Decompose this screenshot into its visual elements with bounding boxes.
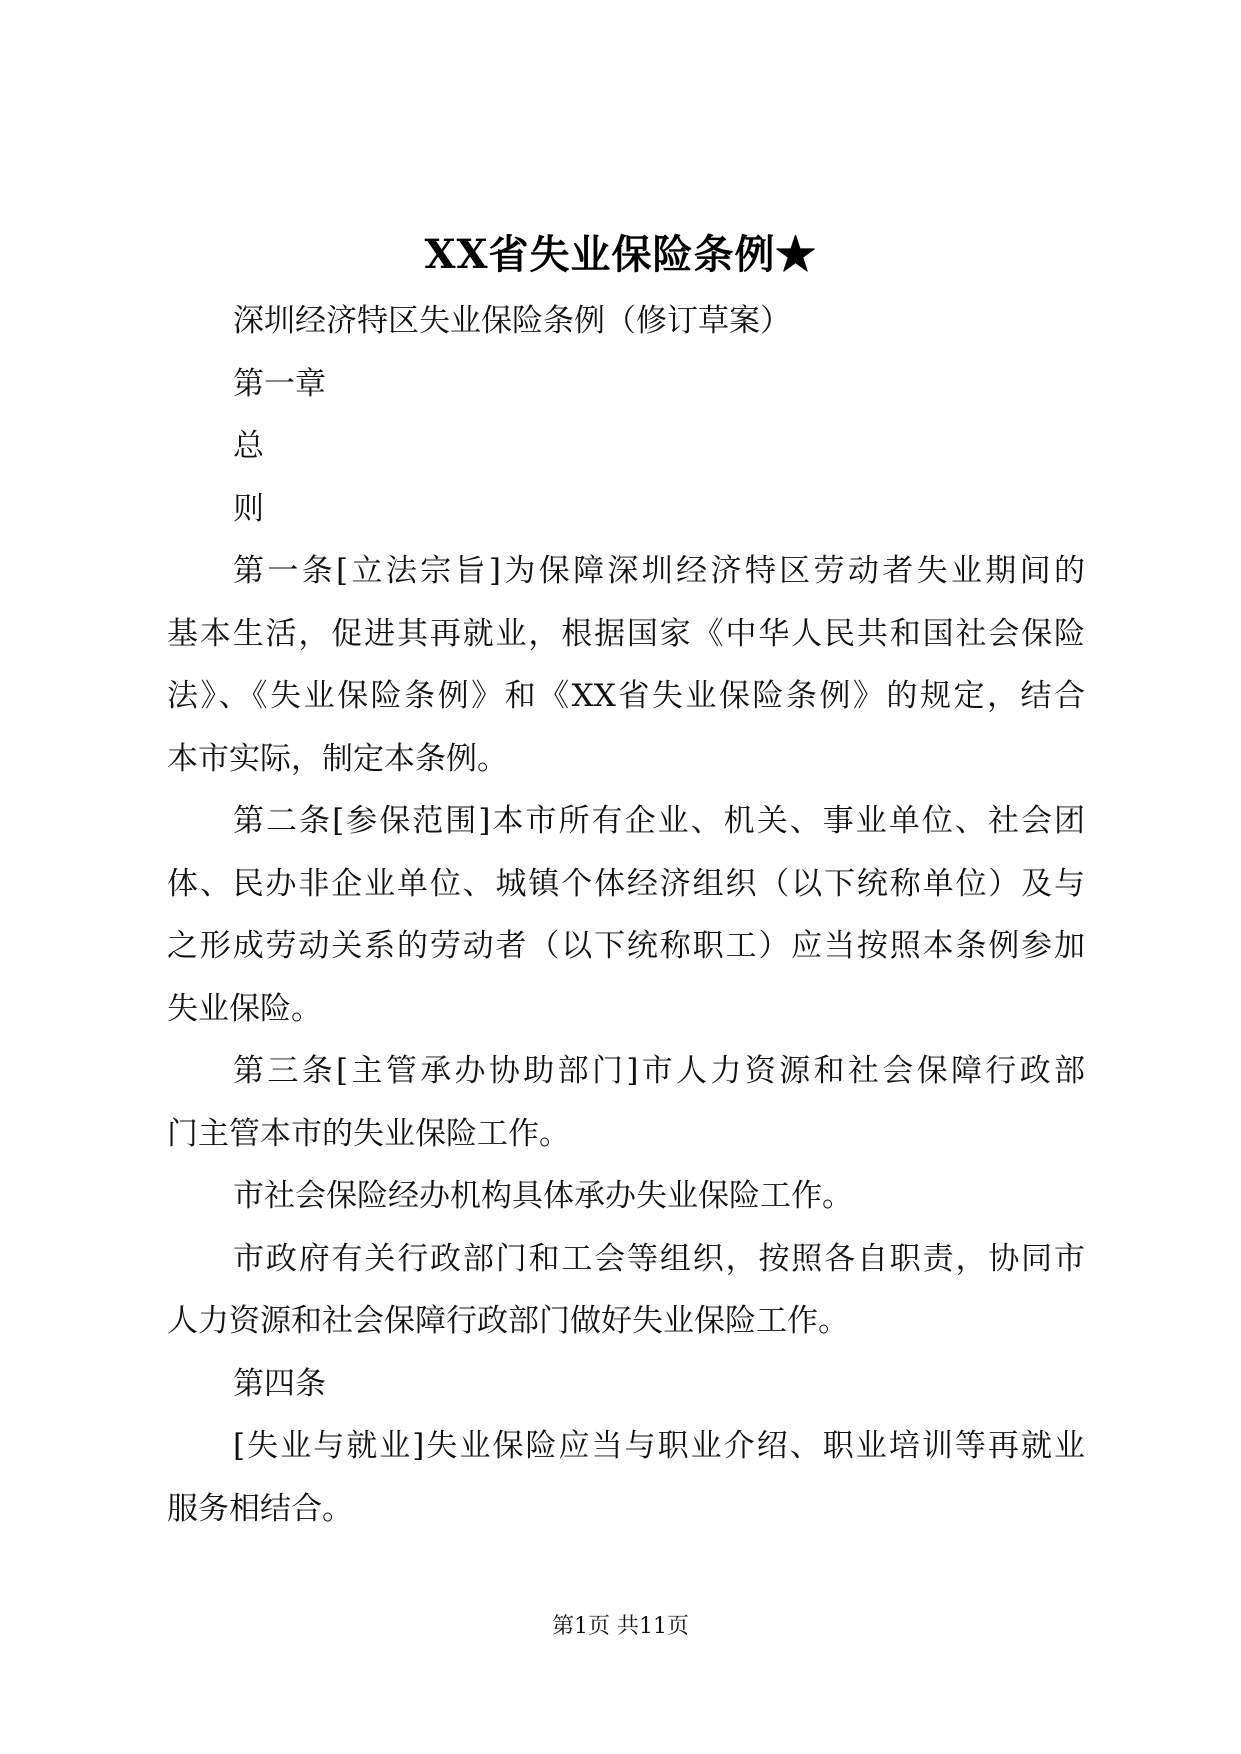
article-4-line: [失业与就业]失业保险应当与职业介绍、职业培训等再就业 xyxy=(233,1428,1085,1464)
article-3-paragraph-3-line: 市政府有关行政部门和工会等组织，按照各自职责，协同市 xyxy=(233,1240,1085,1277)
article-3-line: 第三条[主管承办协助部门]市人力资源和社会保障行政部 xyxy=(233,1053,1085,1089)
chapter-title-char-1: 总 xyxy=(233,428,264,464)
chapter-title-char-2: 则 xyxy=(233,490,264,527)
article-4-heading: 第四条 xyxy=(233,1365,326,1402)
page-footer: 第1页 共11页 xyxy=(552,1614,689,1639)
article-4-line: 服务相结合。 xyxy=(167,1490,353,1527)
subtitle: 深圳经济特区失业保险条例（修订草案） xyxy=(233,303,791,339)
article-2-line: 第二条[参保范围]本市所有企业、机关、事业单位、社会团 xyxy=(233,803,1085,839)
article-2-line: 体、民办非企业单位、城镇个体经济组织（以下统称单位）及与 xyxy=(167,865,1085,902)
document-title: XX省失业保险条例★ xyxy=(424,231,817,278)
article-3-paragraph-2: 市社会保险经办机构具体承办失业保险工作。 xyxy=(233,1178,853,1214)
article-1-line: 法》、《失业保险条例》和《XX省失业保险条例》的规定，结合 xyxy=(167,678,1085,714)
article-1-line: 本市实际，制定本条例。 xyxy=(167,740,508,777)
article-3-paragraph-3-line: 人力资源和社会保障行政部门做好失业保险工作。 xyxy=(167,1303,849,1339)
document-body xyxy=(167,290,1085,1540)
chapter-number: 第一章 xyxy=(233,365,326,402)
article-2-line: 失业保险。 xyxy=(167,990,322,1027)
article-2-line: 之形成劳动关系的劳动者（以下统称职工）应当按照本条例参加 xyxy=(167,928,1085,964)
article-1-line: 第一条[立法宗旨]为保障深圳经济特区劳动者失业期间的 xyxy=(233,553,1085,589)
article-1-line: 基本生活，促进其再就业，根据国家《中华人民共和国社会保险 xyxy=(167,615,1085,652)
article-3-line: 门主管本市的失业保险工作。 xyxy=(167,1115,570,1152)
